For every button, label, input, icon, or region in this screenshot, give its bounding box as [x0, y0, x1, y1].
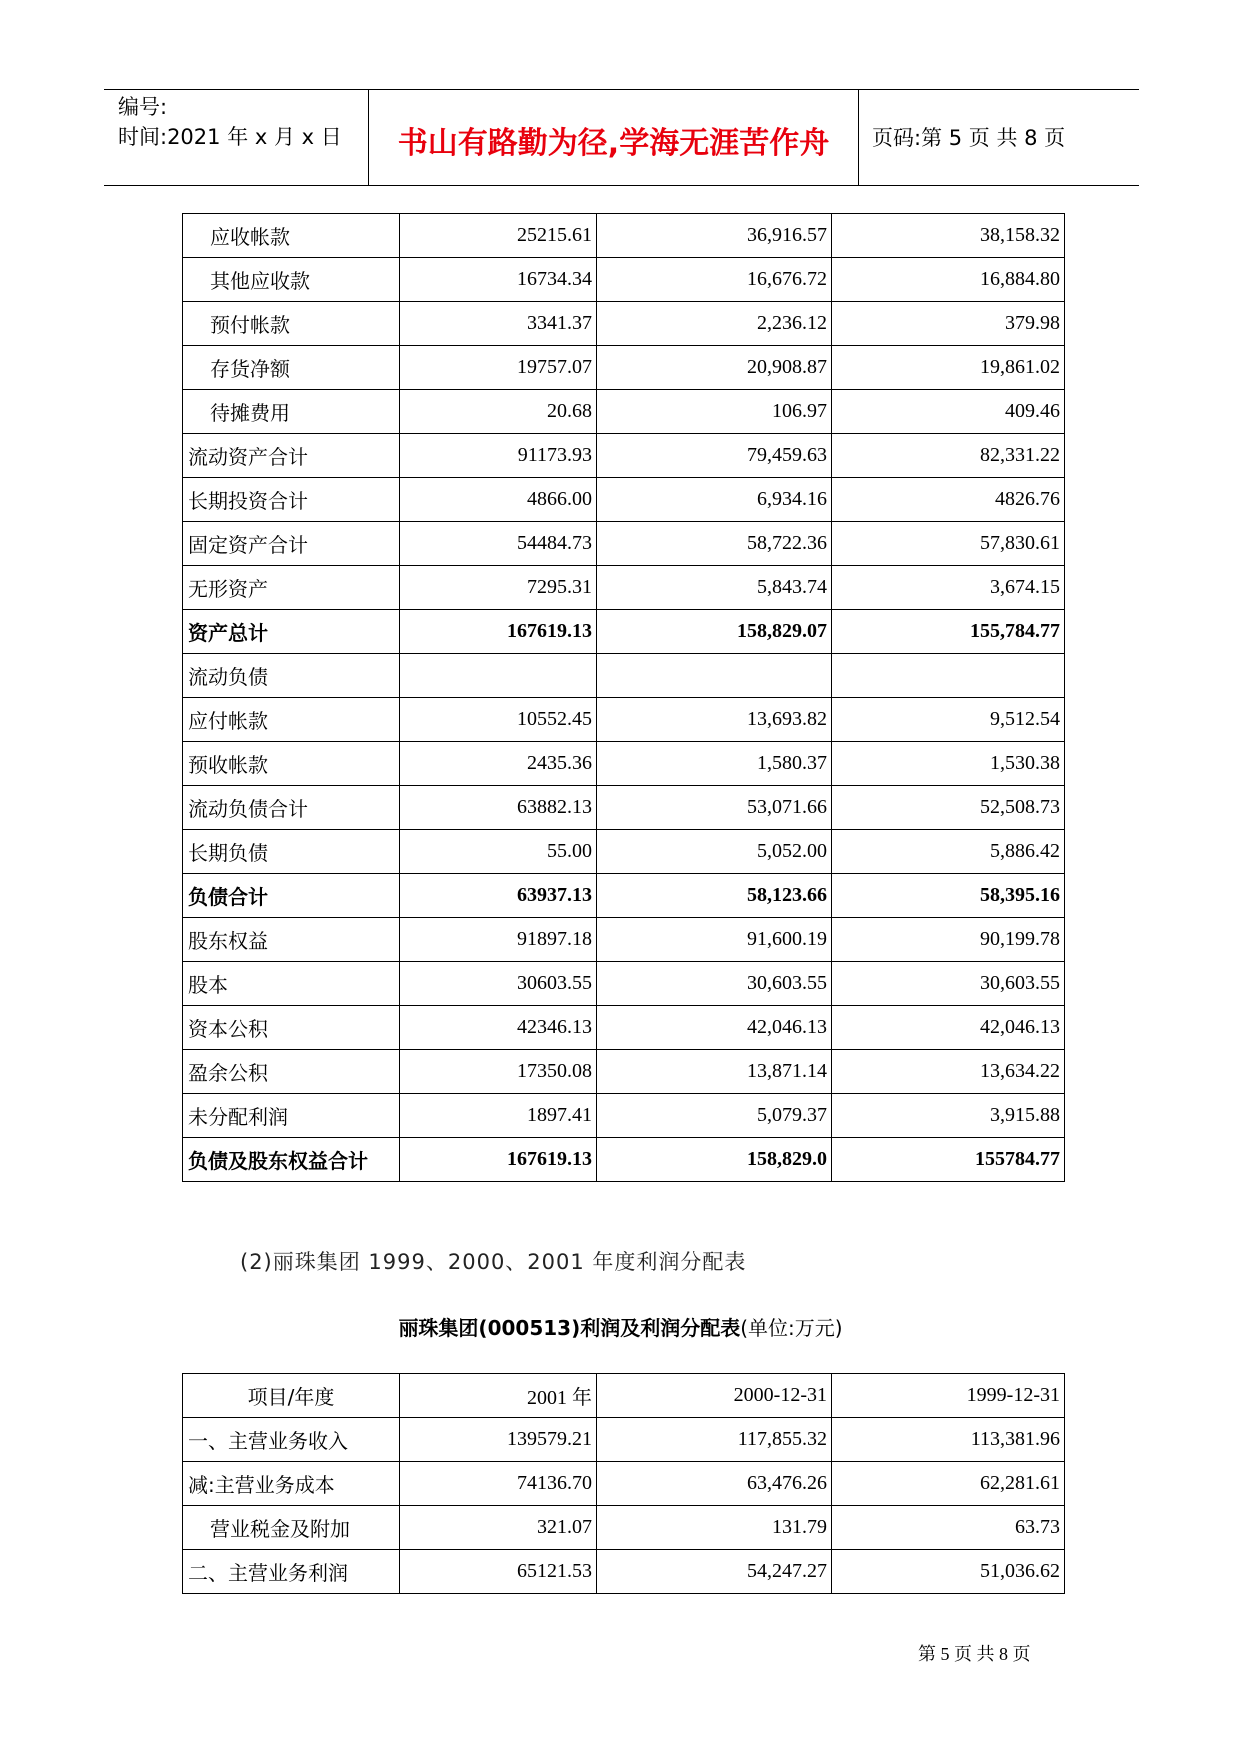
profit-table-title-main: 丽珠集团(000513)利润及利润分配表 — [398, 1316, 741, 1340]
column-header: 2001 年 — [400, 1374, 597, 1418]
table-row — [183, 874, 1065, 918]
value-cell: 9,512.54 — [832, 698, 1065, 742]
value-cell: 131.79 — [597, 1506, 832, 1550]
value-cell: 63.73 — [832, 1506, 1065, 1550]
value-cell: 139579.21 — [400, 1418, 597, 1462]
row-label: 应付帐款 — [183, 698, 400, 742]
table-row — [183, 214, 1065, 258]
row-label: 流动资产合计 — [183, 434, 400, 478]
row-label: 盈余公积 — [183, 1050, 400, 1094]
value-cell: 63937.13 — [400, 874, 597, 918]
table-row — [183, 654, 1065, 698]
table-row — [183, 390, 1065, 434]
value-cell: 90,199.78 — [832, 918, 1065, 962]
value-cell: 30,603.55 — [597, 962, 832, 1006]
value-cell: 62,281.61 — [832, 1462, 1065, 1506]
value-cell: 91,600.19 — [597, 918, 832, 962]
value-cell: 20.68 — [400, 390, 597, 434]
value-cell: 4826.76 — [832, 478, 1065, 522]
value-cell: 91897.18 — [400, 918, 597, 962]
table-row — [183, 478, 1065, 522]
value-cell: 5,843.74 — [597, 566, 832, 610]
table-row — [183, 258, 1065, 302]
value-cell: 5,886.42 — [832, 830, 1065, 874]
column-header: 1999-12-31 — [832, 1374, 1065, 1418]
row-label: 应收帐款 — [183, 214, 400, 258]
value-cell: 54,247.27 — [597, 1550, 832, 1594]
row-label: 无形资产 — [183, 566, 400, 610]
row-label: 固定资产合计 — [183, 522, 400, 566]
table-row — [183, 1006, 1065, 1050]
value-cell: 1,580.37 — [597, 742, 832, 786]
profit-table-title-unit: (单位:万元) — [740, 1316, 843, 1340]
row-label: 营业税金及附加 — [183, 1506, 400, 1550]
row-label: 长期负债 — [183, 830, 400, 874]
table-row — [183, 522, 1065, 566]
value-cell: 54484.73 — [400, 522, 597, 566]
value-cell: 42,046.13 — [597, 1006, 832, 1050]
row-label: 二、主营业务利润 — [183, 1550, 400, 1594]
value-cell: 19,861.02 — [832, 346, 1065, 390]
value-cell: 13,871.14 — [597, 1050, 832, 1094]
table-row — [183, 1550, 1065, 1594]
value-cell: 2,236.12 — [597, 302, 832, 346]
value-cell: 63,476.26 — [597, 1462, 832, 1506]
value-cell: 51,036.62 — [832, 1550, 1065, 1594]
row-label: 负债及股东权益合计 — [183, 1138, 400, 1182]
row-label: 流动负债合计 — [183, 786, 400, 830]
value-cell: 1897.41 — [400, 1094, 597, 1138]
value-cell: 19757.07 — [400, 346, 597, 390]
value-cell: 5,052.00 — [597, 830, 832, 874]
page-footer: 第 5 页 共 8 页 — [918, 1644, 1031, 1664]
value-cell: 167619.13 — [400, 610, 597, 654]
row-label: 负债合计 — [183, 874, 400, 918]
value-cell: 16734.34 — [400, 258, 597, 302]
value-cell: 63882.13 — [400, 786, 597, 830]
header-page-label: 页码:第 5 页 共 8 页 — [872, 126, 1066, 150]
value-cell: 113,381.96 — [832, 1418, 1065, 1462]
value-cell: 58,123.66 — [597, 874, 832, 918]
value-cell: 2435.36 — [400, 742, 597, 786]
header-left — [118, 92, 342, 152]
value-cell: 38,158.32 — [832, 214, 1065, 258]
table-row — [183, 434, 1065, 478]
value-cell: 379.98 — [832, 302, 1065, 346]
table-row — [183, 786, 1065, 830]
table-row — [183, 1506, 1065, 1550]
table-row — [183, 1050, 1065, 1094]
time-label: 时间:2021 年 x 月 x 日 — [118, 125, 342, 149]
row-label: 未分配利润 — [183, 1094, 400, 1138]
value-cell: 6,934.16 — [597, 478, 832, 522]
value-cell: 321.07 — [400, 1506, 597, 1550]
value-cell: 409.46 — [832, 390, 1065, 434]
value-cell: 4866.00 — [400, 478, 597, 522]
balance-sheet-table — [182, 213, 1065, 1182]
value-cell: 25215.61 — [400, 214, 597, 258]
value-cell: 79,459.63 — [597, 434, 832, 478]
table-row — [183, 566, 1065, 610]
value-cell: 74136.70 — [400, 1462, 597, 1506]
value-cell: 52,508.73 — [832, 786, 1065, 830]
profit-table — [182, 1373, 1065, 1594]
section-heading: (2)丽珠集团 1999、2000、2001 年度利润分配表 — [240, 1250, 747, 1274]
value-cell: 17350.08 — [400, 1050, 597, 1094]
value-cell: 155784.77 — [832, 1138, 1065, 1182]
table-row — [183, 830, 1065, 874]
value-cell: 158,829.0 — [597, 1138, 832, 1182]
row-label: 资本公积 — [183, 1006, 400, 1050]
table-row — [183, 610, 1065, 654]
table-row — [183, 918, 1065, 962]
table-row — [183, 742, 1065, 786]
value-cell: 117,855.32 — [597, 1418, 832, 1462]
value-cell: 30,603.55 — [832, 962, 1065, 1006]
value-cell: 36,916.57 — [597, 214, 832, 258]
value-cell: 82,331.22 — [832, 434, 1065, 478]
value-cell: 55.00 — [400, 830, 597, 874]
value-cell: 167619.13 — [400, 1138, 597, 1182]
value-cell: 65121.53 — [400, 1550, 597, 1594]
value-cell: 42346.13 — [400, 1006, 597, 1050]
row-label: 一、主营业务收入 — [183, 1418, 400, 1462]
value-cell — [400, 654, 597, 698]
value-cell: 16,884.80 — [832, 258, 1065, 302]
page-header — [104, 89, 1139, 186]
value-cell: 53,071.66 — [597, 786, 832, 830]
header-motto: 书山有路勤为径,学海无涯苦作舟 — [397, 126, 830, 161]
table-row — [183, 1462, 1065, 1506]
row-label: 预付帐款 — [183, 302, 400, 346]
value-cell: 57,830.61 — [832, 522, 1065, 566]
row-label: 减:主营业务成本 — [183, 1462, 400, 1506]
row-label: 长期投资合计 — [183, 478, 400, 522]
header-divider — [858, 90, 859, 185]
value-cell: 10552.45 — [400, 698, 597, 742]
value-cell: 16,676.72 — [597, 258, 832, 302]
value-cell: 42,046.13 — [832, 1006, 1065, 1050]
value-cell: 5,079.37 — [597, 1094, 832, 1138]
row-label: 存货净额 — [183, 346, 400, 390]
column-header: 2000-12-31 — [597, 1374, 832, 1418]
row-label: 待摊费用 — [183, 390, 400, 434]
value-cell: 91173.93 — [400, 434, 597, 478]
row-label: 预收帐款 — [183, 742, 400, 786]
table-row — [183, 1094, 1065, 1138]
value-cell: 20,908.87 — [597, 346, 832, 390]
value-cell — [832, 654, 1065, 698]
profit-table-title — [0, 1312, 1241, 1341]
value-cell: 58,395.16 — [832, 874, 1065, 918]
value-cell: 155,784.77 — [832, 610, 1065, 654]
value-cell — [597, 654, 832, 698]
table-row — [183, 1138, 1065, 1182]
table-row — [183, 1418, 1065, 1462]
value-cell: 3341.37 — [400, 302, 597, 346]
value-cell: 106.97 — [597, 390, 832, 434]
row-label: 股本 — [183, 962, 400, 1006]
table-row — [183, 962, 1065, 1006]
value-cell: 58,722.36 — [597, 522, 832, 566]
value-cell: 30603.55 — [400, 962, 597, 1006]
table-row — [183, 698, 1065, 742]
value-cell: 3,915.88 — [832, 1094, 1065, 1138]
value-cell: 3,674.15 — [832, 566, 1065, 610]
table-row — [183, 302, 1065, 346]
value-cell: 158,829.07 — [597, 610, 832, 654]
row-label: 其他应收款 — [183, 258, 400, 302]
value-cell: 7295.31 — [400, 566, 597, 610]
row-label: 股东权益 — [183, 918, 400, 962]
row-label: 流动负债 — [183, 654, 400, 698]
table-row — [183, 346, 1065, 390]
table-header-row — [183, 1374, 1065, 1418]
value-cell: 13,634.22 — [832, 1050, 1065, 1094]
number-label: 编号: — [118, 95, 168, 119]
value-cell: 13,693.82 — [597, 698, 832, 742]
row-label: 资产总计 — [183, 610, 400, 654]
column-header: 项目/年度 — [183, 1374, 400, 1418]
value-cell: 1,530.38 — [832, 742, 1065, 786]
